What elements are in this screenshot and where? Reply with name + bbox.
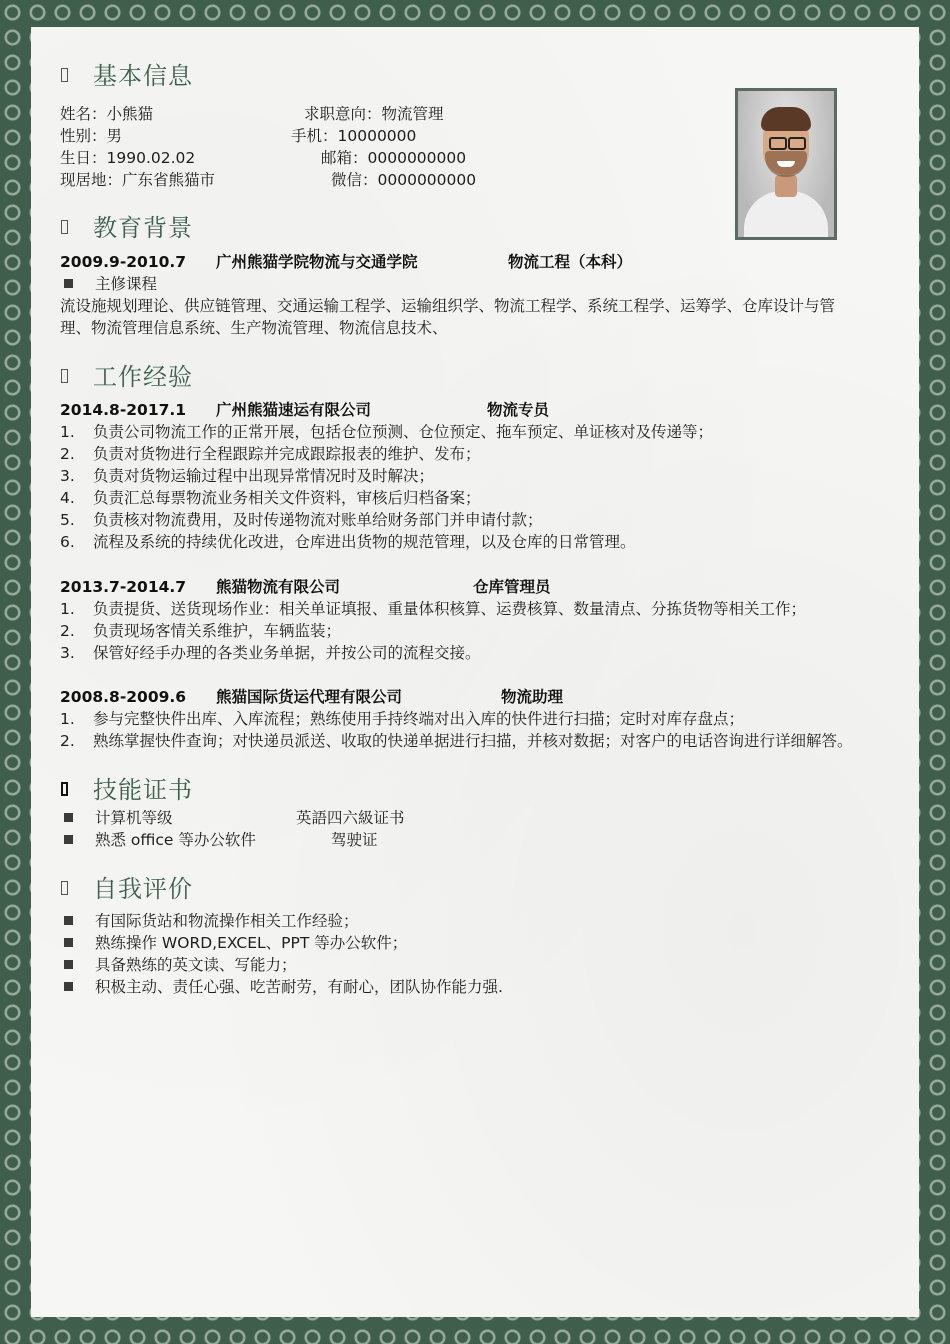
duty-item: 3. 负责对货物运输过程中出现异常情况时及时解决； [60, 467, 435, 485]
self-item: 有国际货站和物流操作相关工作经验； [64, 910, 359, 932]
job-company: 熊猫国际货运代理有限公司 [216, 688, 403, 706]
job-company: 熊猫物流有限公司 [216, 578, 341, 596]
section-title: 教育背景 [93, 214, 193, 242]
job-position: 仓库管理员 [473, 578, 551, 596]
section-title: 自我评价 [93, 875, 193, 903]
duty-item: 2. 熟练掌握快件查询；对快递员派送、收取的快递单据进行扫描，并核对数据；对客户的电话咨询进行详细解答。 [60, 732, 853, 750]
section-marker-icon [61, 369, 68, 383]
job-period: 2013.7-2014.7 [60, 578, 187, 596]
bullet-icon [64, 813, 73, 822]
duty-item: 1. 负责提货、送货现场作业：相关单证填报、重量体积核算、运费核算、数量清点、分拣货物等相关工作； [60, 600, 807, 618]
objective-field: 求职意向：物流管理 [304, 105, 444, 123]
job-company: 广州熊猫速运有限公司 [216, 401, 372, 419]
profile-photo [738, 91, 834, 237]
bullet-icon [64, 835, 73, 844]
self-item: 具备熟练的英文读、写能力； [64, 954, 297, 976]
section-title: 工作经验 [93, 363, 193, 391]
course-label: 主修课程 [95, 275, 158, 293]
self-item: 熟练操作 WORD,EXCEL、PPT 等办公软件； [64, 932, 407, 954]
course-label-row [64, 273, 157, 295]
bullet-icon [64, 916, 73, 925]
skill-item: 英語四六級证书 [296, 809, 405, 827]
bullet-icon [64, 960, 73, 969]
education-period: 2009.9-2010.7 [60, 253, 187, 271]
bullet-icon [64, 938, 73, 947]
bullet-icon [64, 279, 73, 288]
duty-item: 1. 参与完整快件出库、入库流程；熟练使用手持终端对出入库的快件进行扫描；定时对库存盘点； [60, 710, 745, 728]
duty-item: 4. 负责汇总每票物流业务相关文件资料，审核后归档备案； [60, 489, 481, 507]
resume-page [31, 27, 919, 1317]
job-period: 2008.8-2009.6 [60, 688, 187, 706]
section-marker-icon [61, 782, 68, 796]
courses-line: 流设施规划理论、供应链管理、交通运输工程学、运输组织学、物流工程学、系统工程学、运筹学、仓库设计与管 [60, 297, 836, 315]
section-title: 基本信息 [93, 62, 193, 90]
education-major: 物流工程（本科） [508, 253, 633, 271]
courses-line: 理、物流管理信息系统、生产物流管理、物流信息技术、 [60, 319, 448, 337]
duty-item: 1. 负责公司物流工作的正常开展，包括仓位预测、仓位预定、拖车预定、单证核对及传递等； [60, 423, 714, 441]
phone-field: 手机：10000000 [291, 127, 417, 145]
location-field: 现居地：广东省熊猫市 [60, 171, 216, 189]
skill-item: 计算机等级 [64, 807, 173, 829]
job-period: 2014.8-2017.1 [60, 401, 187, 419]
name-field: 姓名：小熊猫 [60, 105, 154, 123]
gender-field: 性别：男 [60, 127, 123, 145]
job-position: 物流专员 [487, 401, 550, 419]
birth-field: 生日：1990.02.02 [60, 149, 196, 167]
section-title: 技能证书 [93, 776, 193, 804]
section-marker-icon [61, 881, 68, 895]
wechat-field: 微信：0000000000 [331, 171, 477, 189]
duty-item: 3. 保管好经手办理的各类业务单据，并按公司的流程交接。 [60, 644, 481, 662]
duty-item: 6. 流程及系统的持续优化改进，仓库进出货物的规范管理，以及仓库的日常管理。 [60, 533, 636, 551]
skill-item: 熟悉 office 等办公软件 [64, 829, 256, 851]
section-marker-icon [61, 68, 68, 82]
email-field: 邮箱：0000000000 [321, 149, 467, 167]
self-item: 积极主动、责任心强、吃苦耐劳，有耐心，团队协作能力强. [64, 976, 503, 998]
section-marker-icon [61, 220, 68, 234]
duty-item: 5. 负责核对物流费用，及时传递物流对账单给财务部门并申请付款； [60, 511, 543, 529]
duty-item: 2. 负责对货物进行全程跟踪并完成跟踪报表的维护、发布； [60, 445, 481, 463]
job-position: 物流助理 [501, 688, 564, 706]
bullet-icon [64, 982, 73, 991]
duty-item: 2. 负责现场客情关系维护，车辆监装； [60, 622, 342, 640]
skill-item: 驾驶证 [331, 831, 378, 849]
profile-photo-frame [735, 88, 837, 240]
education-school: 广州熊猫学院物流与交通学院 [216, 253, 418, 271]
